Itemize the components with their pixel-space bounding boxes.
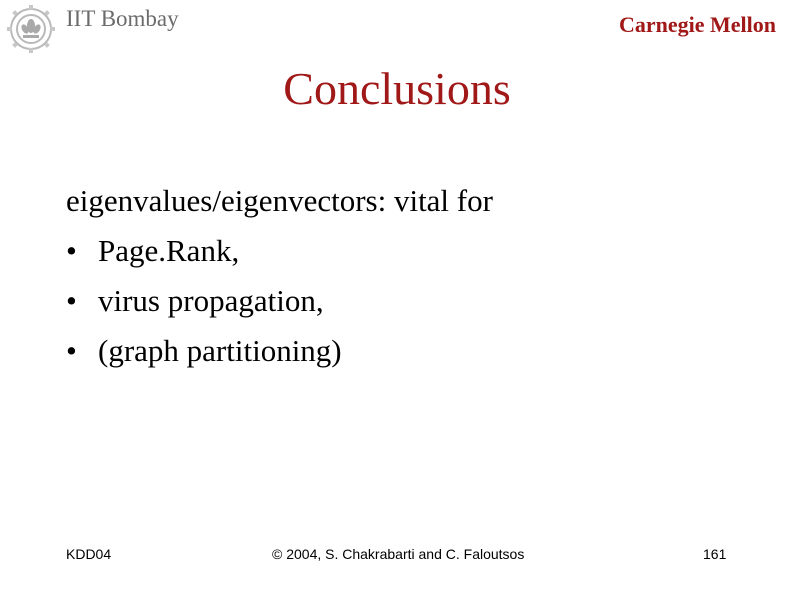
- bullet-text: virus propagation,: [98, 283, 324, 318]
- bullet-text: (graph partitioning): [98, 333, 342, 368]
- iit-bombay-logo-icon: [4, 4, 58, 54]
- bullet-text: Page.Rank,: [98, 233, 240, 268]
- header-institution-left: IIT Bombay: [66, 6, 179, 31]
- bullet-dot-icon: •: [66, 283, 77, 318]
- bullet-item: [66, 326, 493, 376]
- footer-copyright: © 2004, S. Chakrabarti and C. Faloutsos: [272, 546, 525, 562]
- slide-body: [66, 176, 493, 376]
- bullet-dot-icon: •: [66, 233, 77, 268]
- footer-page-number: 161: [703, 546, 727, 562]
- bullet-dot-icon: •: [66, 333, 77, 368]
- slide-title: Conclusions: [283, 63, 511, 114]
- bullet-item: [66, 276, 493, 326]
- header-institution-right: Carnegie Mellon: [618, 12, 776, 37]
- slide-intro-text: eigenvalues/eigenvectors: vital for: [66, 183, 493, 218]
- bullet-list: [66, 226, 493, 376]
- footer-conference: KDD04: [66, 546, 112, 562]
- bullet-item: [66, 226, 493, 276]
